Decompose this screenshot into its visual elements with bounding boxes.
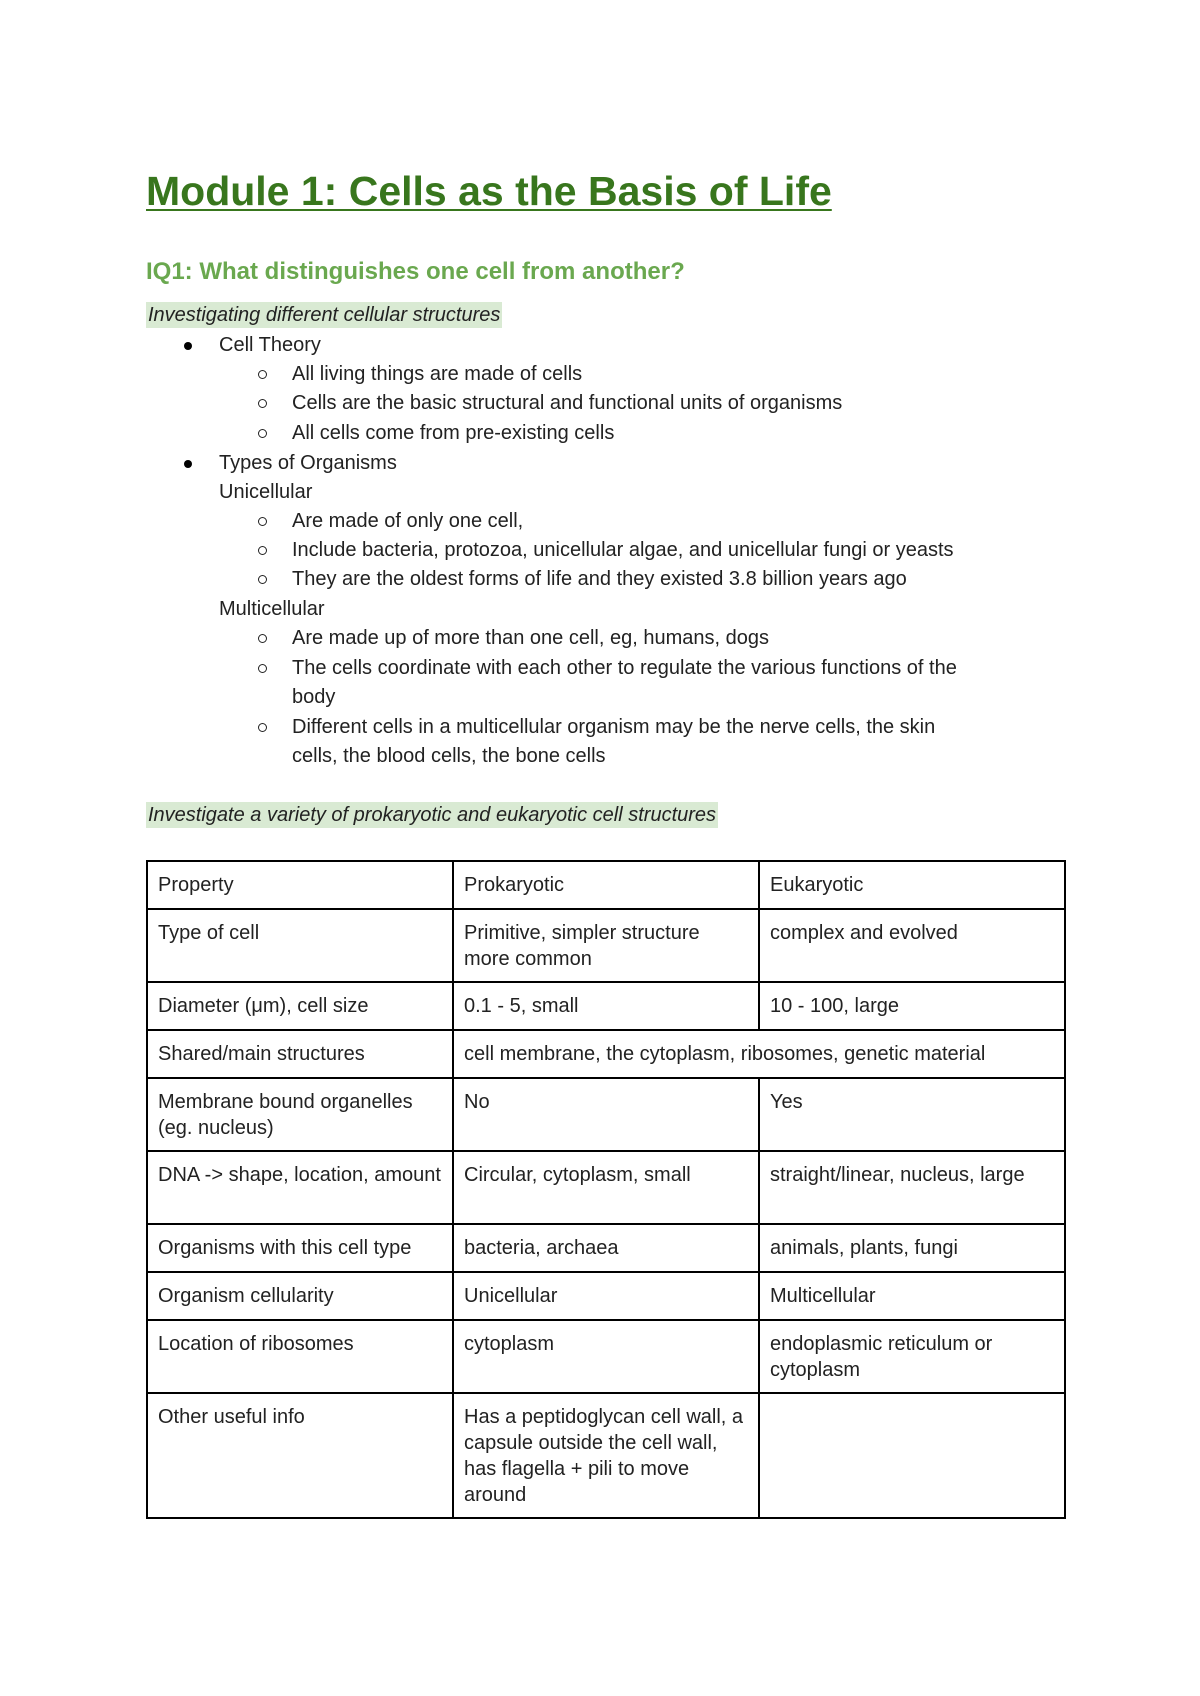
table-cell: Shared/main structures	[147, 1030, 453, 1078]
table-cell: endoplasmic reticulum or cytoplasm	[759, 1320, 1065, 1393]
table-row	[147, 1224, 1065, 1272]
table-cell: Diameter (μm), cell size	[147, 982, 453, 1030]
bullet-circle-icon	[258, 370, 267, 379]
table-cell: bacteria, archaea	[453, 1224, 759, 1272]
table-row	[147, 982, 1065, 1030]
multicellular-label: Multicellular	[219, 598, 325, 620]
table-cell	[759, 1393, 1065, 1518]
table-row	[147, 1320, 1065, 1393]
table-row	[147, 1393, 1065, 1518]
table-cell: Yes	[759, 1078, 1065, 1151]
bullet-circle-icon	[258, 664, 267, 673]
table-header-row	[147, 861, 1065, 909]
bullet-dot-icon	[184, 342, 192, 350]
list-item: All cells come from pre-existing cells	[292, 422, 615, 444]
table-cell: Circular, cytoplasm, small	[453, 1151, 759, 1224]
table-cell: 0.1 - 5, small	[453, 982, 759, 1030]
list-item: All living things are made of cells	[292, 363, 583, 385]
table-cell: Membrane bound organelles (eg. nucleus)	[147, 1078, 453, 1151]
bullet-circle-icon	[258, 546, 267, 555]
comparison-table	[146, 860, 1066, 1519]
table-cell: animals, plants, fungi	[759, 1224, 1065, 1272]
table-header-cell: Prokaryotic	[453, 861, 759, 909]
bullet-dot-icon	[184, 460, 192, 468]
bullet-cell-theory: Cell Theory	[219, 334, 321, 356]
bullet-circle-icon	[258, 575, 267, 584]
table-cell: 10 - 100, large	[759, 982, 1065, 1030]
list-item: They are the oldest forms of life and they existed 3.8 billion years ago	[292, 568, 907, 590]
table-header-cell: Eukaryotic	[759, 861, 1065, 909]
list-item: Are made up of more than one cell, eg, humans, dogs	[292, 627, 769, 649]
table-cell: Type of cell	[147, 909, 453, 982]
bullet-circle-icon	[258, 517, 267, 526]
table-row	[147, 1151, 1065, 1224]
table-row	[147, 1078, 1065, 1151]
table-row	[147, 909, 1065, 982]
list-item-continuation: cells, the blood cells, the bone cells	[292, 745, 606, 767]
section-heading-cell-comparison: Investigate a variety of prokaryotic and eukaryotic cell structures	[148, 804, 717, 826]
table-cell: Location of ribosomes	[147, 1320, 453, 1393]
bullet-circle-icon	[258, 634, 267, 643]
list-item: The cells coordinate with each other to regulate the various functions of the	[292, 657, 957, 679]
page-title: Module 1: Cells as the Basis of Life	[146, 168, 832, 214]
table-cell: Unicellular	[453, 1272, 759, 1320]
bullet-circle-icon	[258, 723, 267, 732]
bullet-circle-icon	[258, 429, 267, 438]
list-item-continuation: body	[292, 686, 336, 708]
table-cell: Has a peptidoglycan cell wall, a capsule outside the cell wall, has flagella + pili to move around	[453, 1393, 759, 1518]
section-heading-cellular-structures: Investigating different cellular structures	[148, 304, 501, 326]
table-cell-merged: cell membrane, the cytoplasm, ribosomes, genetic material	[453, 1030, 1065, 1078]
bullet-circle-icon	[258, 399, 267, 408]
list-item: Different cells in a multicellular organism may be the nerve cells, the skin	[292, 716, 936, 738]
table-cell: Multicellular	[759, 1272, 1065, 1320]
inquiry-question-heading: IQ1: What distinguishes one cell from another?	[146, 258, 685, 285]
table-cell: complex and evolved	[759, 909, 1065, 982]
table-cell: Primitive, simpler structure more common	[453, 909, 759, 982]
table-cell: DNA -> shape, location, amount	[147, 1151, 453, 1224]
table-header-cell: Property	[147, 861, 453, 909]
table-cell: Organism cellularity	[147, 1272, 453, 1320]
unicellular-label: Unicellular	[219, 481, 313, 503]
list-item: Cells are the basic structural and functional units of organisms	[292, 392, 843, 414]
table-cell: No	[453, 1078, 759, 1151]
table-cell: Organisms with this cell type	[147, 1224, 453, 1272]
list-item: Include bacteria, protozoa, unicellular algae, and unicellular fungi or yeasts	[292, 539, 954, 561]
table-cell: Other useful info	[147, 1393, 453, 1518]
list-item: Are made of only one cell,	[292, 510, 524, 532]
table-cell: straight/linear, nucleus, large	[759, 1151, 1065, 1224]
bullet-types-of-organisms: Types of Organisms	[219, 452, 397, 474]
table-row	[147, 1030, 1065, 1078]
table-cell: cytoplasm	[453, 1320, 759, 1393]
table-row	[147, 1272, 1065, 1320]
